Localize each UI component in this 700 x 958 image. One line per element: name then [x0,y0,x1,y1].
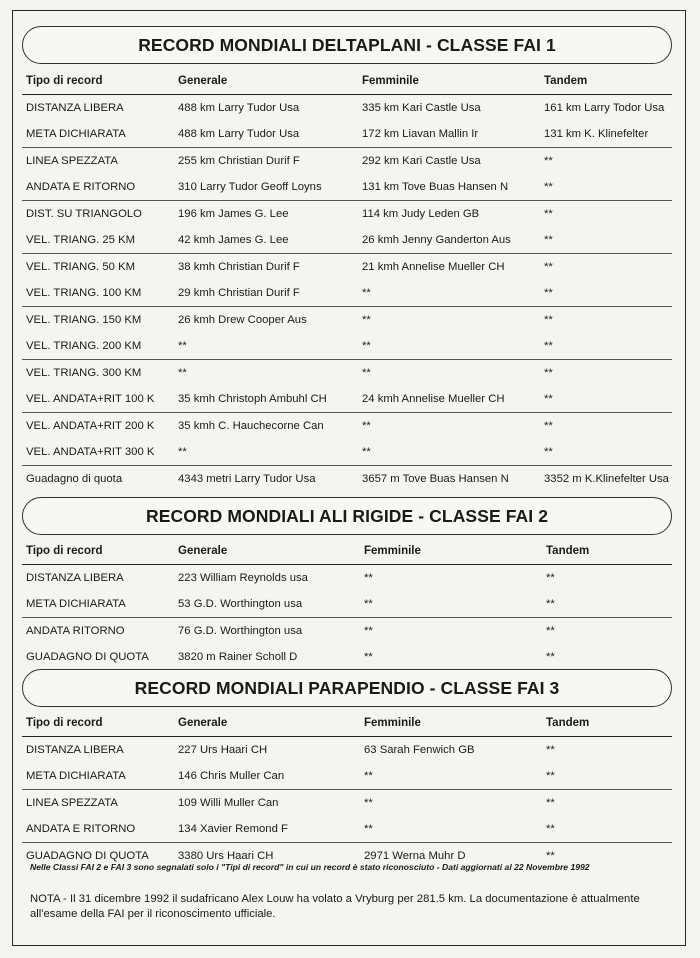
table-row [22,763,672,790]
cell-tandem: ** [544,340,553,352]
cell-tipo: GUADAGNO DI QUOTA [26,651,149,663]
cell-generale: ** [178,340,187,352]
table-row [22,280,672,307]
cell-tipo: VEL. TRIANG. 300 KM [26,367,142,379]
cell-tipo: META DICHIARATA [26,770,126,782]
col-header-femminile: Femminile [364,545,421,557]
section-title: RECORD MONDIALI DELTAPLANI - CLASSE FAI 1 [138,34,556,55]
cell-generale: 134 Xavier Remond F [178,823,288,835]
cell-generale: 255 km Christian Durif F [178,155,300,167]
cell-tipo: VEL. TRIANG. 25 KM [26,234,136,246]
nota-paragraph: NOTA - Il 31 dicembre 1992 il sudafricano Alex Louw ha volato a Vryburg per 281.5 km. La documentazione è attualmente all'esame della FAI per il riconoscimento ufficiale. [30,893,640,920]
cell-tandem: ** [544,287,553,299]
cell-femminile: ** [364,572,373,584]
table-header-row [22,710,672,737]
table-row [22,591,672,618]
cell-tipo: ANDATA E RITORNO [26,823,136,835]
cell-tandem: ** [546,651,555,663]
cell-femminile: ** [362,420,371,432]
table-row [22,360,672,387]
section-fai1 [22,26,672,492]
cell-tandem: ** [546,744,555,756]
cell-tandem: ** [546,797,555,809]
table-row [22,227,672,254]
cell-femminile: 24 kmh Annelise Mueller CH [362,393,505,405]
cell-generale: 488 km Larry Tudor Usa [178,102,300,114]
cell-generale: 38 kmh Christian Durif F [178,261,300,273]
cell-tipo: VEL. TRIANG. 50 KM [26,261,136,273]
cell-femminile: 172 km Liavan Mallin Ir [362,128,479,140]
cell-tandem: ** [544,155,553,167]
col-header-generale: Generale [178,545,228,557]
table-row [22,618,672,645]
col-header-tandem: Tandem [544,75,588,87]
cell-tipo: META DICHIARATA [26,598,126,610]
cell-tandem: ** [544,393,553,405]
cell-tandem: ** [544,367,553,379]
cell-tipo: LINEA SPEZZATA [26,155,118,167]
cell-femminile: ** [362,287,371,299]
cell-femminile: 335 km Kari Castle Usa [362,102,481,114]
cell-tipo: META DICHIARATA [26,128,126,140]
cell-generale: 488 km Larry Tudor Usa [178,128,300,140]
cell-generale: 35 kmh Christoph Ambuhl CH [178,393,327,405]
cell-tipo: Guadagno di quota [26,473,123,485]
cell-tipo: ANDATA E RITORNO [26,181,136,193]
col-header-femminile: Femminile [364,717,421,729]
cell-generale: 109 Willi Muller Can [178,797,279,809]
section-title: RECORD MONDIALI PARAPENDIO - CLASSE FAI 3 [134,677,560,698]
table-header-row [22,68,672,95]
cell-generale: 227 Urs Haari CH [178,744,268,756]
table-row [22,333,672,360]
cell-femminile: ** [364,797,373,809]
cell-tandem: ** [546,572,555,584]
table-row [22,95,672,122]
cell-tandem: ** [546,625,555,637]
cell-generale: 146 Chris Muller Can [178,770,285,782]
table-row [22,816,672,843]
table-row [22,307,672,334]
col-header-generale: Generale [178,717,228,729]
cell-tipo: DISTANZA LIBERA [26,102,124,114]
cell-tandem: 3352 m K.Klinefelter Usa [544,473,669,485]
table-header-row [22,538,672,565]
cell-tipo: DISTANZA LIBERA [26,572,124,584]
col-header-tandem: Tandem [546,717,590,729]
table-row [22,121,672,148]
cell-tandem: ** [544,446,553,458]
table-row [22,644,672,670]
cell-tandem: 131 km K. Klinefelter [544,128,649,140]
col-header-tipo: Tipo di record [26,75,103,87]
cell-tandem: ** [544,314,553,326]
cell-femminile: ** [364,823,373,835]
cell-tipo: DISTANZA LIBERA [26,744,124,756]
section-banner [22,26,672,64]
table-row [22,737,672,764]
cell-tipo: ANDATA RITORNO [26,625,125,637]
col-header-tandem: Tandem [546,545,590,557]
cell-generale: 310 Larry Tudor Geoff Loyns [178,181,322,193]
table-row [22,413,672,440]
cell-femminile: ** [364,651,373,663]
cell-generale: 3380 Urs Haari CH [178,850,274,862]
col-header-femminile: Femminile [362,75,419,87]
cell-tipo: VEL. TRIANG. 200 KM [26,340,142,352]
cell-tandem: ** [544,181,553,193]
cell-femminile: 63 Sarah Fenwich GB [364,744,475,756]
col-header-tipo: Tipo di record [26,545,103,557]
cell-tandem: ** [546,823,555,835]
cell-tandem: 161 km Larry Todor Usa [544,102,665,114]
section-banner [22,497,672,535]
records-table-fai1 [22,68,672,492]
cell-femminile: 114 km Judy Leden GB [362,208,480,220]
cell-generale: ** [178,446,187,458]
table-row [22,174,672,201]
cell-generale: 4343 metri Larry Tudor Usa [178,473,316,485]
cell-tipo: VEL. ANDATA+RIT 100 K [26,393,155,405]
table-row [22,148,672,175]
table-row [22,565,672,592]
cell-femminile: ** [362,367,371,379]
table-row [22,254,672,281]
cell-tandem: ** [544,420,553,432]
cell-tipo: DIST. SU TRIANGOLO [26,208,142,220]
cell-femminile: 292 km Kari Castle Usa [362,155,481,167]
cell-tipo: VEL. ANDATA+RIT 300 K [26,446,155,458]
section-fai2 [22,497,672,670]
table-row [22,790,672,817]
footnote: Nelle Classi FAI 2 e FAI 3 sono segnalati solo i "Tipi di record" in cui un record è stato riconosciuto - Dati aggiornati al 22 Novembre 1992 [30,862,590,872]
cell-generale: 42 kmh James G. Lee [178,234,289,246]
cell-generale: 223 William Reynolds usa [178,572,308,584]
cell-femminile: ** [364,770,373,782]
records-table-fai2 [22,538,672,670]
table-row [22,386,672,413]
table-row [22,466,672,493]
cell-femminile: ** [364,625,373,637]
section-banner [22,669,672,707]
cell-generale: 53 G.D. Worthington usa [178,598,303,610]
cell-tandem: ** [544,234,553,246]
col-header-generale: Generale [178,75,228,87]
cell-tipo: VEL. ANDATA+RIT 200 K [26,420,155,432]
cell-femminile: ** [362,314,371,326]
cell-tandem: ** [546,770,555,782]
section-title: RECORD MONDIALI ALI RIGIDE - CLASSE FAI 2 [145,505,549,526]
records-table-fai3 [22,710,672,869]
cell-generale: 196 km James G. Lee [178,208,289,220]
cell-generale: 3820 m Rainer Scholl D [178,651,298,663]
cell-femminile: ** [362,446,371,458]
cell-tipo: VEL. TRIANG. 100 KM [26,287,142,299]
col-header-tipo: Tipo di record [26,717,103,729]
cell-generale: 76 G.D. Worthington usa [178,625,303,637]
table-row [22,201,672,228]
cell-generale: 26 kmh Drew Cooper Aus [178,314,307,326]
cell-tipo: GUADAGNO DI QUOTA [26,850,149,862]
cell-generale: 35 kmh C. Hauchecorne Can [178,420,324,432]
cell-femminile: ** [362,340,371,352]
cell-femminile: ** [364,598,373,610]
cell-femminile: 131 km Tove Buas Hansen N [362,181,509,193]
cell-tandem: ** [546,850,555,862]
cell-tipo: VEL. TRIANG. 150 KM [26,314,142,326]
cell-tipo: LINEA SPEZZATA [26,797,118,809]
cell-femminile: 21 kmh Annelise Mueller CH [362,261,505,273]
cell-generale: 29 kmh Christian Durif F [178,287,300,299]
cell-femminile: 26 kmh Jenny Ganderton Aus [362,234,511,246]
cell-tandem: ** [544,261,553,273]
cell-femminile: 3657 m Tove Buas Hansen N [362,473,509,485]
table-row [22,439,672,466]
cell-femminile: 2971 Werna Muhr D [364,850,466,862]
cell-generale: ** [178,367,187,379]
section-fai3 [22,669,672,869]
cell-tandem: ** [544,208,553,220]
cell-tandem: ** [546,598,555,610]
